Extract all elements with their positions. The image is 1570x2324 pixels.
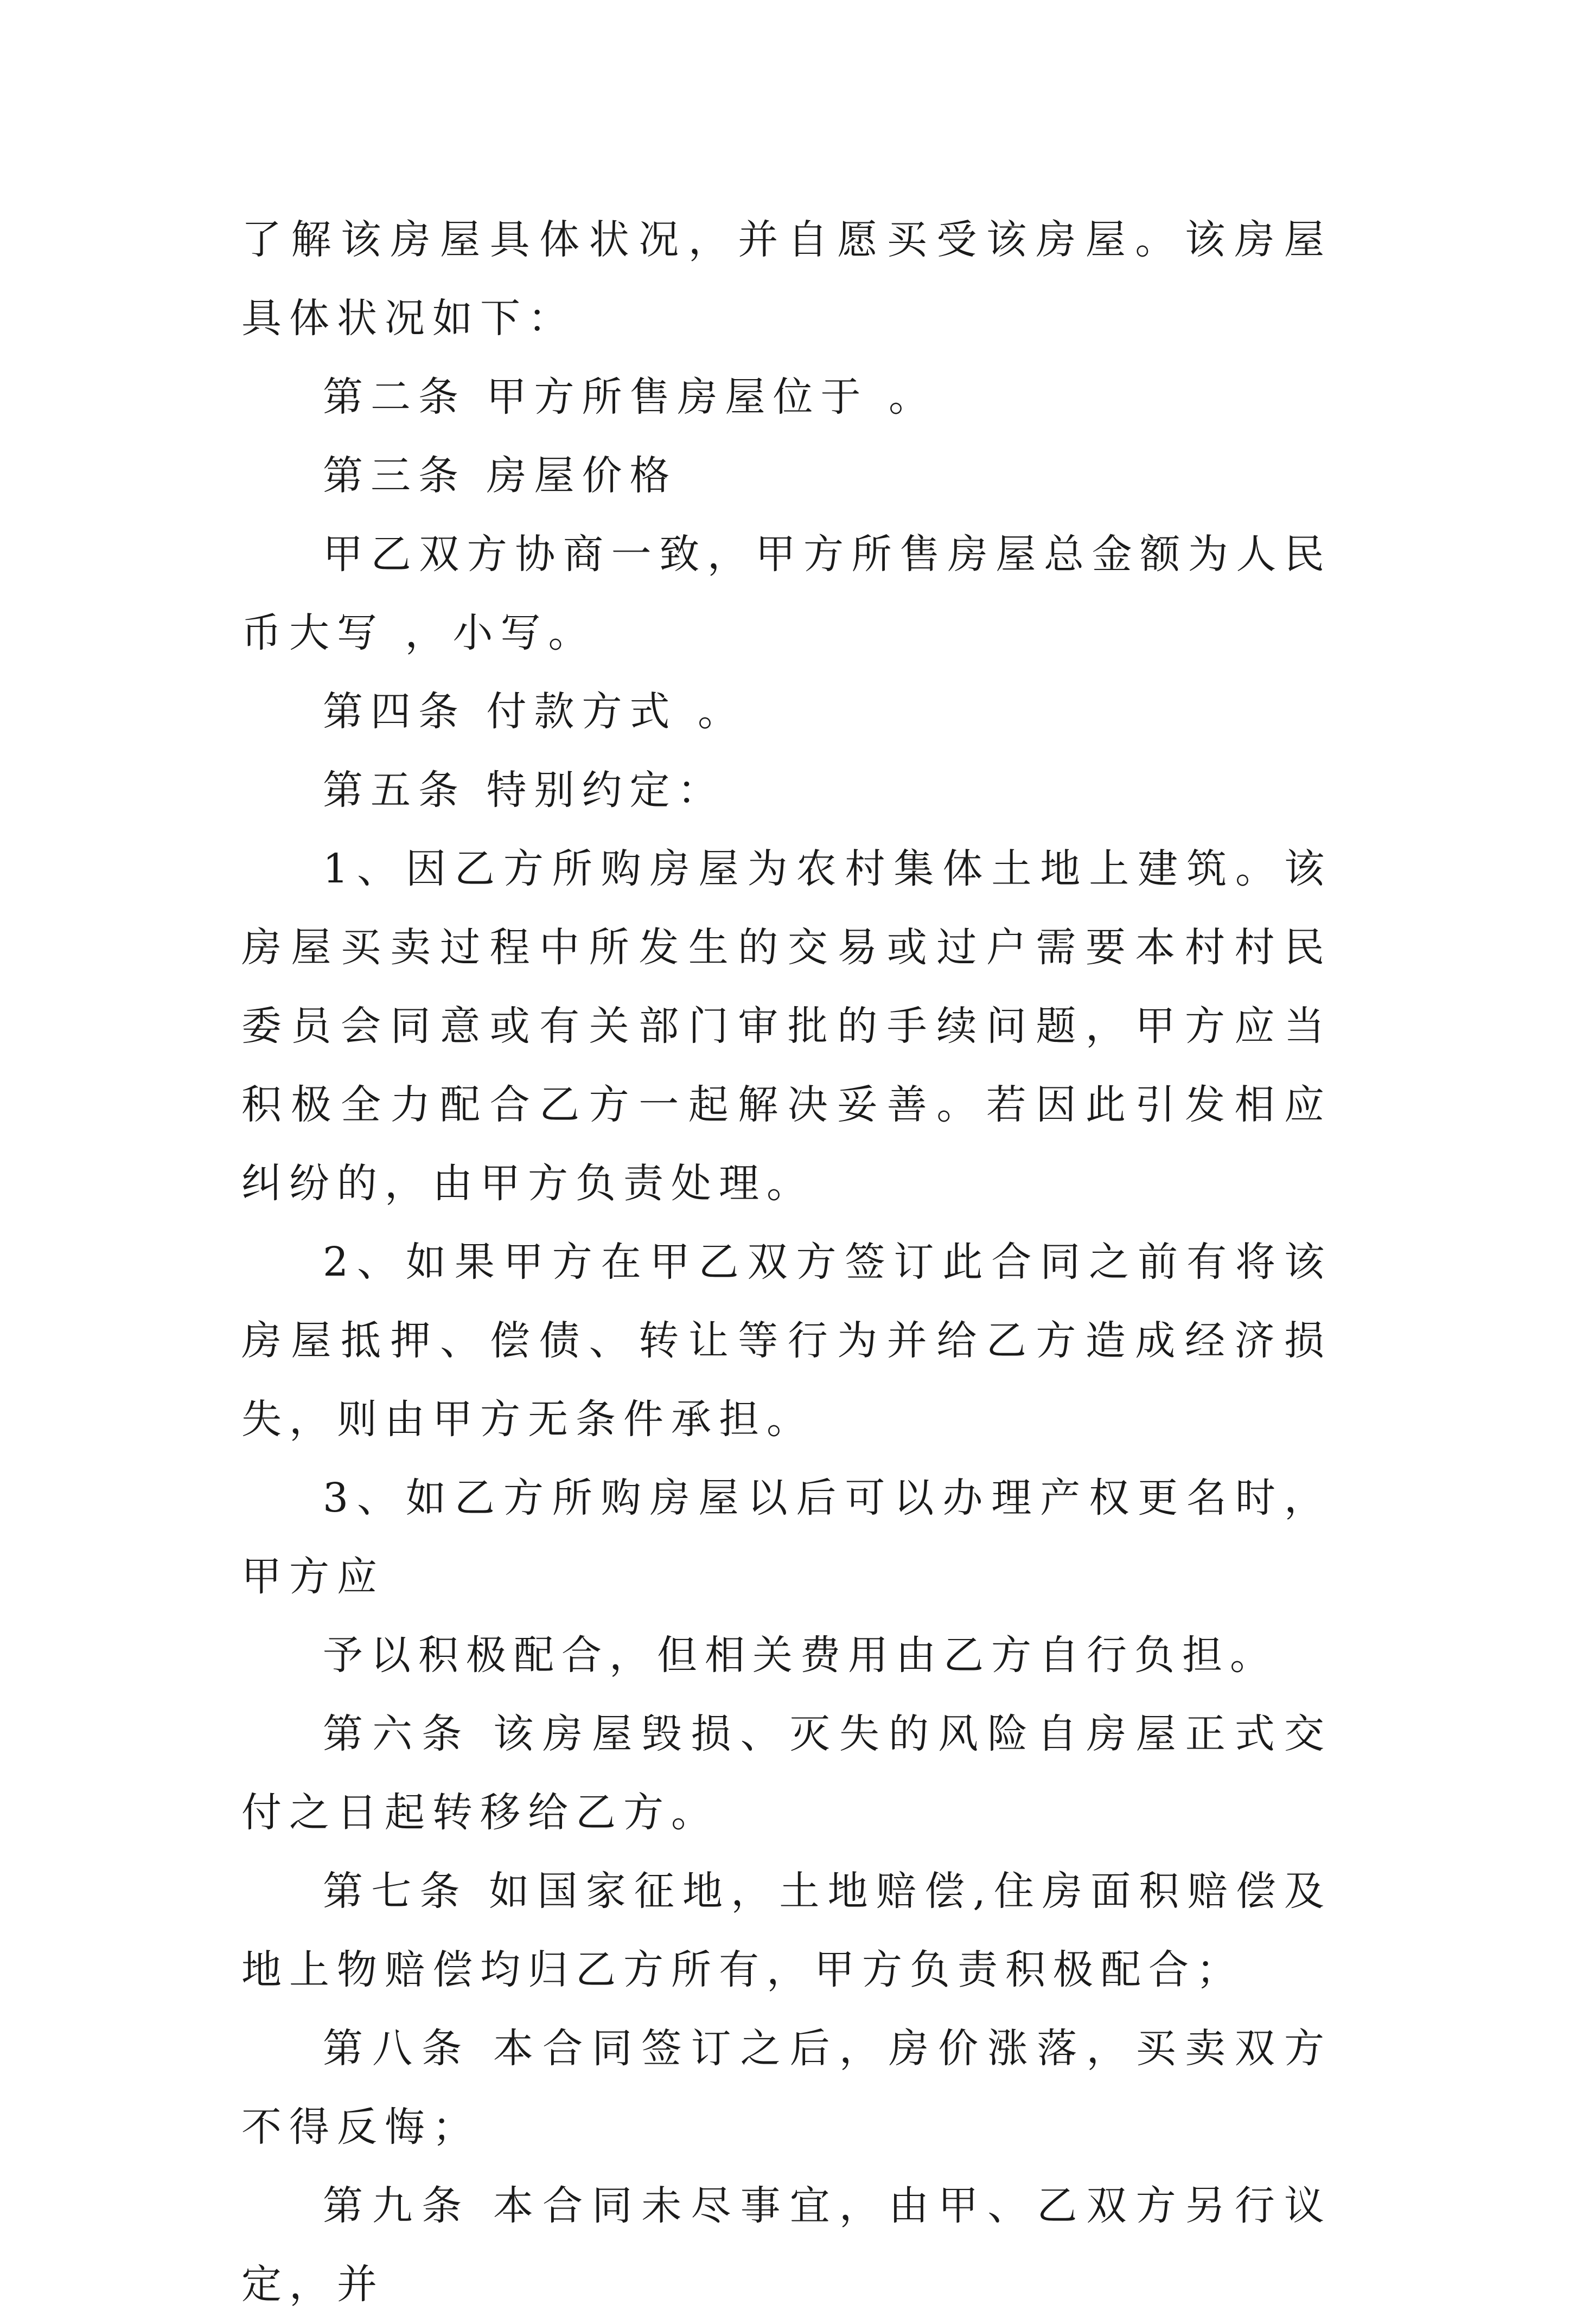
article-4: 第四条 付款方式 。 [323, 688, 746, 735]
paragraph-continuation: 了解该房屋具体状况，并自愿买受该房屋。该房屋具体状况如下： [241, 216, 1332, 342]
article-7: 第七条 如国家征地，土地赔偿,住房面积赔偿及地上物赔偿均归乙方所有，甲方负责积极配合； [241, 1868, 1332, 1993]
article-3-heading: 第三条 房屋价格 [323, 452, 678, 499]
article-9: 第九条 本合同未尽事宜，由甲、乙双方另行议定，并 [241, 2182, 1332, 2308]
article-2: 第二条 甲方所售房屋位于 。 [323, 374, 937, 420]
special-term-3-line1: 3、如乙方所购房屋以后可以办理产权更名时，甲方应 [241, 1475, 1332, 1600]
document-body [241, 201, 1332, 2324]
special-term-2: 2、如果甲方在甲乙双方签订此合同之前有将该房屋抵押、偿债、转让等行为并给乙方造成经济损失，则由甲方无条件承担。 [241, 1239, 1332, 1443]
article-3-price: 甲乙双方协商一致，甲方所售房屋总金额为人民币大写 ，小写。 [241, 531, 1332, 656]
article-8: 第八条 本合同签订之后，房价涨落，买卖双方不得反悔； [241, 2025, 1332, 2150]
special-term-1: 1、因乙方所购房屋为农村集体土地上建筑。该房屋买卖过程中所发生的交易或过户需要本村村民委员会同意或有关部门审批的手续问题，甲方应当积极全力配合乙方一起解决妥善。若因此引发相应纠纷的，由甲方负责处理。 [241, 846, 1332, 1207]
special-term-3-line2: 予以积极配合，但相关费用由乙方自行负担。 [323, 1632, 1278, 1679]
article-5-heading: 第五条 特别约定： [323, 767, 725, 814]
article-6: 第六条 该房屋毁损、灭失的风险自房屋正式交付之日起转移给乙方。 [241, 1711, 1332, 1836]
